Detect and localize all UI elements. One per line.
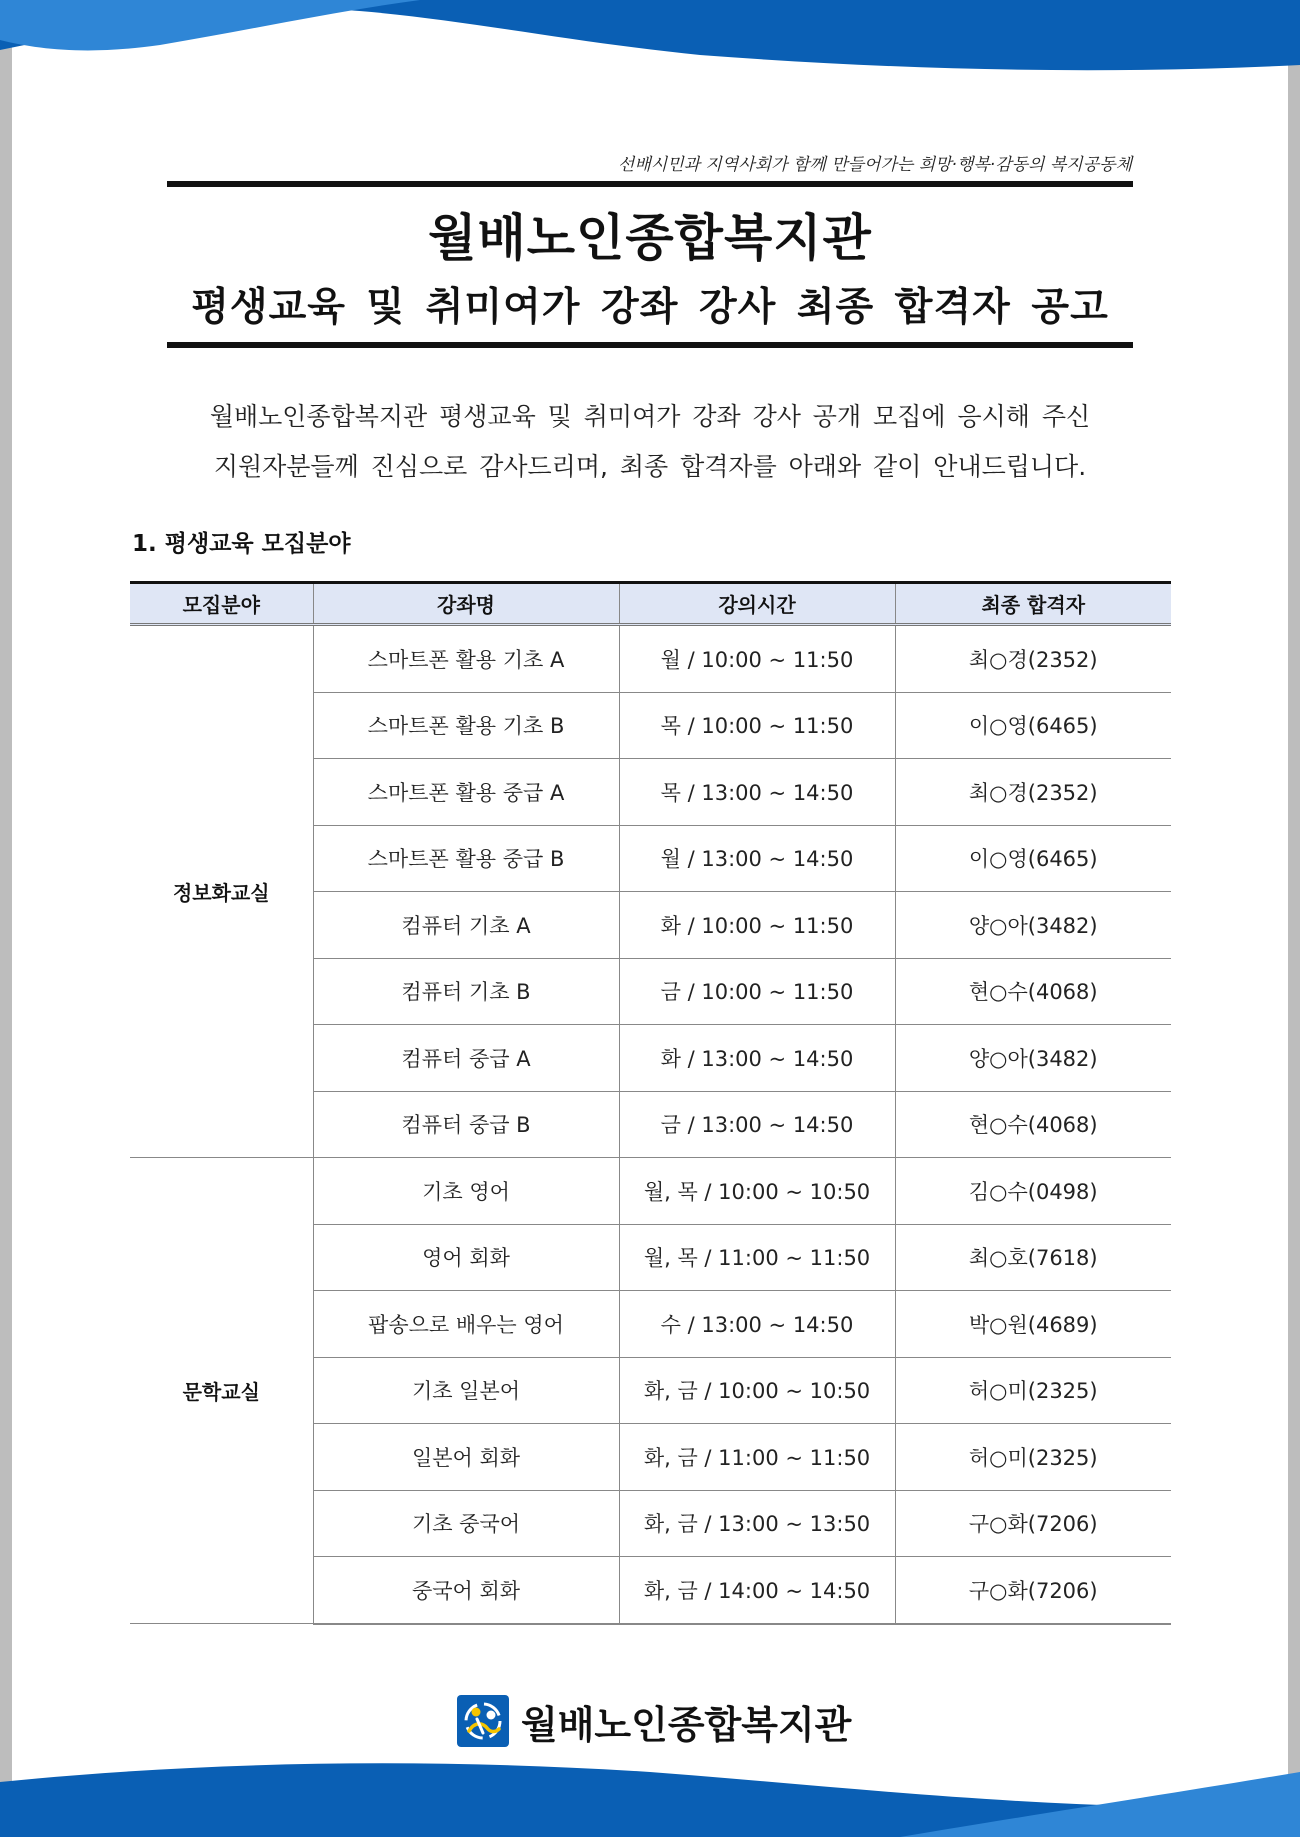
- time-cell: 화 / 10:00 ~ 11:50: [619, 892, 895, 959]
- instructor-cell: 이○영(6465): [895, 692, 1171, 759]
- page-title: 월배노인종합복지관: [428, 209, 872, 267]
- title-rule-top: [167, 181, 1133, 187]
- intro-line-2: 지원자분들께 진심으로 감사드리며, 최종 합격자를 아래와 같이 안내드립니다.: [213, 452, 1087, 481]
- header-instructor: 최종 합격자: [895, 583, 1171, 625]
- course-cell: 컴퓨터 기초 B: [313, 958, 619, 1025]
- instructor-cell: 현○수(4068): [895, 1091, 1171, 1158]
- instructor-cell: 최○경(2352): [895, 759, 1171, 826]
- category-cell: 정보화교실: [130, 625, 313, 1158]
- header-category: 모집분야: [130, 583, 313, 625]
- course-cell: 기초 중국어: [313, 1490, 619, 1557]
- time-cell: 화, 금 / 13:00 ~ 13:50: [619, 1490, 895, 1557]
- time-cell: 목 / 13:00 ~ 14:50: [619, 759, 895, 826]
- course-cell: 스마트폰 활용 기초 B: [313, 692, 619, 759]
- instructor-cell: 구○화(7206): [895, 1490, 1171, 1557]
- time-cell: 월, 목 / 11:00 ~ 11:50: [619, 1224, 895, 1291]
- course-cell: 컴퓨터 중급 B: [313, 1091, 619, 1158]
- course-cell: 스마트폰 활용 기초 A: [313, 625, 619, 693]
- course-cell: 스마트폰 활용 중급 B: [313, 825, 619, 892]
- header-course: 강좌명: [313, 583, 619, 625]
- instructor-cell: 최○호(7618): [895, 1224, 1171, 1291]
- instructor-cell: 허○미(2325): [895, 1424, 1171, 1491]
- instructor-cell: 허○미(2325): [895, 1357, 1171, 1424]
- footer-org-name: 월배노인종합복지관: [521, 1702, 852, 1747]
- time-cell: 화, 금 / 11:00 ~ 11:50: [619, 1424, 895, 1491]
- instructor-cell: 구○화(7206): [895, 1557, 1171, 1624]
- time-cell: 월 / 10:00 ~ 11:50: [619, 625, 895, 693]
- bottom-wave-decoration: [0, 1752, 1300, 1837]
- notice-title: 평생교육 및 취미여가 강좌 강사 최종 합격자 공고: [191, 285, 1109, 330]
- course-cell: 팝송으로 배우는 영어: [313, 1291, 619, 1358]
- instructor-cell: 양○아(3482): [895, 892, 1171, 959]
- course-cell: 컴퓨터 기초 A: [313, 892, 619, 959]
- time-cell: 월, 목 / 10:00 ~ 10:50: [619, 1158, 895, 1225]
- instructor-cell: 현○수(4068): [895, 958, 1171, 1025]
- time-cell: 금 / 10:00 ~ 11:50: [619, 958, 895, 1025]
- section-title: 1. 평생교육 모집분야: [132, 531, 351, 557]
- course-cell: 컴퓨터 중급 A: [313, 1025, 619, 1092]
- course-cell: 일본어 회화: [313, 1424, 619, 1491]
- top-wave-decoration: [0, 0, 1300, 80]
- results-table: [130, 581, 1171, 1625]
- instructor-cell: 최○경(2352): [895, 625, 1171, 693]
- time-cell: 목 / 10:00 ~ 11:50: [619, 692, 895, 759]
- organization-logo-icon: [457, 1695, 509, 1747]
- intro-text: [0, 392, 1300, 492]
- table-header-row: [130, 583, 1171, 625]
- instructor-cell: 김○수(0498): [895, 1158, 1171, 1225]
- instructor-cell: 박○원(4689): [895, 1291, 1171, 1358]
- time-cell: 월 / 13:00 ~ 14:50: [619, 825, 895, 892]
- instructor-cell: 이○영(6465): [895, 825, 1171, 892]
- intro-line-1: 월배노인종합복지관 평생교육 및 취미여가 강좌 강사 공개 모집에 응시해 주신: [209, 402, 1091, 431]
- slogan: 선배시민과 지역사회가 함께 만들어가는 희망·행복·감동의 복지공동체: [617, 155, 1132, 175]
- course-cell: 중국어 회화: [313, 1557, 619, 1624]
- instructor-cell: 양○아(3482): [895, 1025, 1171, 1092]
- course-cell: 스마트폰 활용 중급 A: [313, 759, 619, 826]
- title-rule-bottom: [167, 342, 1133, 348]
- table-row: [130, 1158, 1171, 1225]
- course-cell: 영어 회화: [313, 1224, 619, 1291]
- footer-logo: [457, 1693, 851, 1749]
- time-cell: 화, 금 / 10:00 ~ 10:50: [619, 1357, 895, 1424]
- course-cell: 기초 영어: [313, 1158, 619, 1225]
- time-cell: 화 / 13:00 ~ 14:50: [619, 1025, 895, 1092]
- time-cell: 수 / 13:00 ~ 14:50: [619, 1291, 895, 1358]
- course-cell: 기초 일본어: [313, 1357, 619, 1424]
- category-cell: 문학교실: [130, 1158, 313, 1624]
- table-row: [130, 625, 1171, 693]
- time-cell: 금 / 13:00 ~ 14:50: [619, 1091, 895, 1158]
- time-cell: 화, 금 / 14:00 ~ 14:50: [619, 1557, 895, 1624]
- header-time: 강의시간: [619, 583, 895, 625]
